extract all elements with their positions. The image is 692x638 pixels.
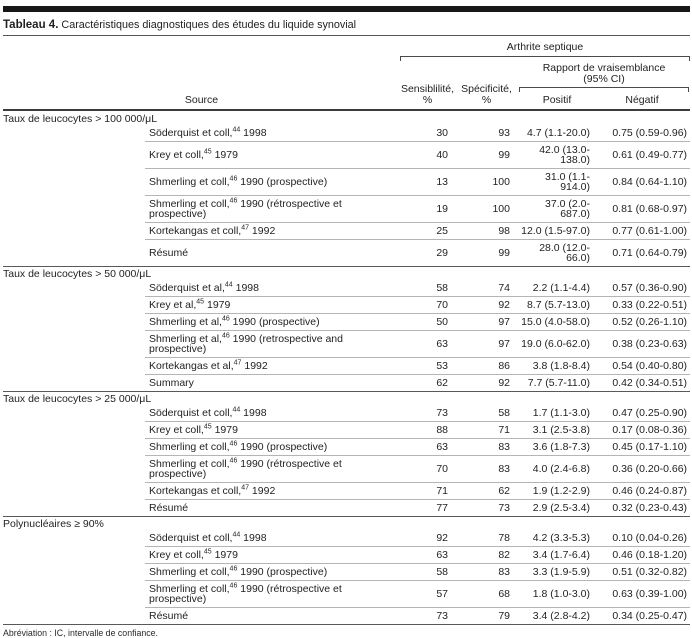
sensitivity-value: 13 — [400, 169, 455, 196]
table-row — [3, 280, 690, 297]
section-label: Taux de leucocytes > 50 000/μL — [3, 267, 690, 281]
section-label: Polynucléaires ≥ 90% — [3, 517, 690, 531]
specificity-value: 92 — [455, 375, 518, 392]
positive-likelihood-ratio-value: 28.0 (12.0-66.0) — [518, 240, 597, 267]
specificity-value: 71 — [455, 422, 518, 439]
negative-likelihood-ratio-value: 0.46 (0.18-1.20) — [597, 547, 690, 564]
sensitivity-value: 53 — [400, 358, 455, 375]
sensitivity-value: 30 — [436, 127, 448, 139]
specificity-value: 68 — [455, 581, 518, 608]
sensitivity-value: 73 — [436, 407, 448, 419]
table-row — [3, 223, 690, 240]
positive-likelihood-ratio-value: 1.7 (1.1-3.0) — [532, 407, 590, 419]
source-text: Shmerling et coll, — [149, 198, 230, 210]
source-text: Shmerling et al, — [149, 316, 222, 328]
row-indent-gutter — [3, 358, 145, 375]
source-year-text: 1998 — [240, 532, 267, 544]
table-header — [3, 36, 690, 110]
positive-likelihood-ratio-value: 12.0 (1.5-97.0) — [518, 223, 597, 240]
negative-likelihood-ratio-value: 0.57 (0.36-0.90) — [612, 282, 688, 294]
row-indent-gutter — [3, 280, 145, 297]
table-row — [3, 500, 690, 517]
section-label: Taux de leucocytes > 100 000/μL — [3, 113, 158, 125]
specificity-value: 78 — [498, 532, 510, 544]
row-indent-gutter — [3, 169, 145, 196]
specificity-header-line2: % — [481, 94, 492, 106]
source-reference-number: 44 — [224, 281, 233, 289]
source-year-text: 1998 — [240, 127, 267, 139]
table-row — [3, 456, 690, 483]
sensitivity-value: 57 — [400, 581, 455, 608]
source-year-text: 1990 (prospective) — [237, 566, 328, 578]
row-source-cell — [145, 125, 400, 142]
source-year-text: 1990 (prospective) — [237, 441, 328, 453]
row-source-cell — [145, 547, 400, 564]
row-source-cell — [145, 422, 400, 439]
positive-likelihood-ratio-value: 2.2 (1.1-4.4) — [532, 282, 590, 294]
sensitivity-value: 58 — [436, 282, 448, 294]
source-text: Söderquist et al, — [149, 282, 225, 294]
positive-likelihood-ratio-value: 7.7 (5.7-11.0) — [518, 375, 597, 392]
row-indent-gutter — [3, 297, 145, 314]
negative-likelihood-ratio-value: 0.84 (0.64-1.10) — [597, 169, 690, 196]
negative-likelihood-ratio-value: 0.45 (0.17-1.10) — [597, 439, 690, 456]
table-row — [3, 422, 690, 439]
negative-likelihood-ratio-value: 0.32 (0.23-0.43) — [597, 500, 690, 517]
specificity-value: 83 — [455, 456, 518, 483]
sensitivity-value: 92 — [436, 532, 448, 544]
negative-likelihood-ratio-value: 0.52 (0.26-1.10) — [597, 314, 690, 331]
negative-likelihood-ratio-value: 0.38 (0.23-0.63) — [597, 331, 690, 358]
column-header-sensitivity — [400, 61, 455, 110]
source-reference-number: 47 — [233, 359, 242, 367]
row-indent-gutter — [3, 439, 145, 456]
negative-likelihood-ratio-value: 0.51 (0.32-0.82) — [597, 564, 690, 581]
column-header-specificity — [455, 61, 518, 110]
positive-likelihood-ratio-value: 3.4 (2.8-4.2) — [518, 608, 597, 625]
positive-likelihood-ratio-value: 2.9 (2.5-3.4) — [518, 500, 597, 517]
row-indent-gutter — [3, 500, 145, 517]
row-source-cell — [145, 196, 400, 223]
row-indent-gutter — [3, 422, 145, 439]
negative-likelihood-ratio-value: 0.75 (0.59-0.96) — [612, 127, 688, 139]
table-row — [3, 483, 690, 500]
source-reference-number: 44 — [232, 406, 241, 414]
specificity-value: 58 — [498, 407, 510, 419]
source-text: Shmerling et coll, — [149, 583, 230, 595]
row-indent-gutter — [3, 456, 145, 483]
row-source-cell — [145, 142, 400, 169]
table-row — [3, 240, 690, 267]
source-reference-number: 47 — [241, 484, 250, 492]
source-text: Krey et coll, — [149, 549, 204, 561]
source-reference-number: 47 — [241, 224, 250, 232]
table-row — [3, 142, 690, 169]
sensitivity-value: 63 — [400, 331, 455, 358]
source-reference-number: 45 — [196, 298, 205, 306]
source-text: Söderquist et coll, — [149, 532, 233, 544]
source-year-text: 1979 — [204, 299, 231, 311]
row-indent-gutter — [3, 240, 145, 267]
source-reference-number: 45 — [203, 148, 212, 156]
negative-likelihood-ratio-value: 0.34 (0.25-0.47) — [597, 608, 690, 625]
sensitivity-value: 25 — [400, 223, 455, 240]
negative-likelihood-ratio-value: 0.10 (0.04-0.26) — [612, 532, 688, 544]
specificity-value: 93 — [498, 127, 510, 139]
section-header-row — [3, 517, 690, 531]
negative-likelihood-ratio-value: 0.17 (0.08-0.36) — [597, 422, 690, 439]
column-header-positive: Positif — [542, 94, 572, 106]
likelihood-header-line2: (95% CI) — [583, 72, 625, 85]
positive-likelihood-ratio-value: 8.7 (5.7-13.0) — [518, 297, 597, 314]
table-row — [3, 608, 690, 625]
table-title-text: Caractéristiques diagnostiques des études du liquide synovial — [61, 19, 357, 31]
positive-likelihood-ratio-value: 4.0 (2.4-6.8) — [518, 456, 597, 483]
source-text: Shmerling et coll, — [149, 458, 230, 470]
diagnostic-table — [3, 36, 690, 625]
specificity-value: 97 — [455, 314, 518, 331]
specificity-value: 97 — [455, 331, 518, 358]
row-source-cell — [145, 358, 400, 375]
positive-negative-headers — [518, 92, 690, 109]
row-source-cell — [145, 297, 400, 314]
row-indent-gutter — [3, 547, 145, 564]
source-text: Söderquist et coll, — [149, 127, 233, 139]
source-text: Shmerling et al, — [149, 333, 222, 345]
negative-likelihood-ratio-value: 0.47 (0.25-0.90) — [612, 407, 688, 419]
row-source-cell — [145, 331, 400, 358]
table-row — [3, 125, 690, 142]
positive-likelihood-ratio-value: 3.3 (1.9-5.9) — [518, 564, 597, 581]
source-text: Résumé — [149, 247, 189, 259]
row-indent-gutter — [3, 331, 145, 358]
negative-likelihood-ratio-value: 0.81 (0.68-0.97) — [597, 196, 690, 223]
table-row — [3, 439, 690, 456]
specificity-value: 100 — [455, 169, 518, 196]
sensitivity-value: 50 — [400, 314, 455, 331]
group-header-label: Arthrite septique — [506, 41, 584, 53]
source-reference-number: 45 — [203, 548, 212, 556]
sensitivity-header-line2: % — [422, 94, 433, 106]
source-year-text: 1979 — [211, 549, 238, 561]
negative-likelihood-ratio-value: 0.46 (0.24-0.87) — [597, 483, 690, 500]
row-indent-gutter — [3, 142, 145, 169]
specificity-value: 99 — [455, 142, 518, 169]
table-row — [3, 564, 690, 581]
row-indent-gutter — [3, 375, 145, 392]
sensitivity-value: 58 — [400, 564, 455, 581]
row-source-cell — [145, 439, 400, 456]
source-reference-number: 46 — [229, 457, 238, 465]
sensitivity-value: 62 — [400, 375, 455, 392]
column-header-source: Source — [3, 61, 400, 110]
source-year-text: 1998 — [232, 282, 259, 294]
positive-likelihood-ratio-value: 1.8 (1.0-3.0) — [518, 581, 597, 608]
negative-likelihood-ratio-value: 0.54 (0.40-0.80) — [597, 358, 690, 375]
table-body — [3, 110, 690, 625]
sensitivity-value: 29 — [400, 240, 455, 267]
row-source-cell — [145, 280, 400, 297]
sensitivity-value: 40 — [400, 142, 455, 169]
source-year-text: 1990 (rétrospective et prospective) — [149, 198, 342, 220]
table-row — [3, 358, 690, 375]
row-source-cell — [145, 581, 400, 608]
row-indent-gutter — [3, 125, 145, 142]
row-source-cell — [145, 314, 400, 331]
specificity-value: 73 — [455, 500, 518, 517]
source-year-text: 1992 — [249, 225, 276, 237]
sensitivity-value: 19 — [400, 196, 455, 223]
section-header-row — [3, 110, 690, 125]
positive-likelihood-ratio-value: 3.8 (1.8-8.4) — [518, 358, 597, 375]
positive-likelihood-ratio-value: 3.4 (1.7-6.4) — [518, 547, 597, 564]
section-header-row — [3, 392, 690, 406]
source-text: Krey et al, — [149, 299, 197, 311]
source-year-text: 1990 (prospective) — [229, 316, 320, 328]
specificity-value: 74 — [498, 282, 510, 294]
negative-likelihood-ratio-value: 0.71 (0.64-0.79) — [597, 240, 690, 267]
source-text: Krey et coll, — [149, 424, 204, 436]
positive-likelihood-ratio-value: 3.1 (2.5-3.8) — [518, 422, 597, 439]
source-reference-number: 46 — [229, 565, 238, 573]
source-year-text: 1990 (retrospective and prospective) — [149, 333, 343, 355]
source-text: Söderquist et coll, — [149, 407, 233, 419]
specificity-value: 62 — [455, 483, 518, 500]
sensitivity-value: 71 — [400, 483, 455, 500]
table-row — [3, 581, 690, 608]
table-row — [3, 314, 690, 331]
row-source-cell — [145, 500, 400, 517]
row-source-cell — [145, 483, 400, 500]
likelihood-header-line1: Rapport de vraisemblance — [542, 62, 666, 74]
row-indent-gutter — [3, 223, 145, 240]
specificity-value: 99 — [455, 240, 518, 267]
row-source-cell — [145, 240, 400, 267]
negative-likelihood-ratio-value: 0.42 (0.34-0.51) — [597, 375, 690, 392]
source-reference-number: 46 — [221, 332, 230, 340]
specificity-value: 79 — [455, 608, 518, 625]
positive-likelihood-ratio-value: 37.0 (2.0-687.0) — [518, 196, 597, 223]
source-text: Résumé — [149, 610, 189, 622]
source-text: Résumé — [149, 502, 189, 514]
source-text: Summary — [149, 377, 194, 389]
positive-likelihood-ratio-value: 31.0 (1.1-914.0) — [518, 169, 597, 196]
source-text: Shmerling et coll, — [149, 566, 230, 578]
row-source-cell — [145, 375, 400, 392]
table-row — [3, 530, 690, 547]
source-reference-number: 44 — [232, 126, 241, 134]
positive-likelihood-ratio-value: 3.6 (1.8-7.3) — [518, 439, 597, 456]
negative-likelihood-ratio-value: 0.33 (0.22-0.51) — [597, 297, 690, 314]
source-text: Kortekangas et coll, — [149, 225, 242, 237]
source-reference-number: 46 — [221, 315, 230, 323]
likelihood-ratio-header-cell — [518, 61, 690, 110]
positive-likelihood-ratio-value: 19.0 (6.0-62.0) — [518, 331, 597, 358]
table-title — [3, 12, 690, 36]
sensitivity-value: 88 — [400, 422, 455, 439]
specificity-value: 98 — [455, 223, 518, 240]
abbreviation-footnote: Abréviation : IC, intervalle de confiance. — [3, 628, 159, 638]
source-year-text: 1990 (rétrospective et prospective) — [149, 583, 342, 605]
row-source-cell — [145, 564, 400, 581]
specificity-value: 92 — [455, 297, 518, 314]
source-reference-number: 46 — [229, 440, 238, 448]
source-text: Kortekangas et al, — [149, 360, 234, 372]
section-header-row — [3, 267, 690, 281]
section-label: Taux de leucocytes > 25 000/μL — [3, 392, 690, 406]
table-number: Tableau 4. — [3, 19, 59, 31]
negative-likelihood-ratio-value: 0.36 (0.20-0.66) — [597, 456, 690, 483]
positive-likelihood-ratio-value: 4.7 (1.1-20.0) — [526, 127, 590, 139]
row-indent-gutter — [3, 581, 145, 608]
positive-likelihood-ratio-value: 4.2 (3.3-5.3) — [532, 532, 590, 544]
source-text: Shmerling et coll, — [149, 176, 230, 188]
group-header-cell — [400, 36, 690, 61]
table-row — [3, 405, 690, 422]
row-indent-gutter — [3, 483, 145, 500]
row-indent-gutter — [3, 564, 145, 581]
specificity-value: 100 — [455, 196, 518, 223]
journal-table-page — [0, 6, 692, 638]
sensitivity-value: 77 — [400, 500, 455, 517]
row-indent-gutter — [3, 314, 145, 331]
row-source-cell — [145, 169, 400, 196]
source-reference-number: 45 — [203, 423, 212, 431]
source-year-text: 1979 — [211, 424, 238, 436]
positive-likelihood-ratio-value: 42.0 (13.0-138.0) — [518, 142, 597, 169]
source-reference-number: 46 — [229, 197, 238, 205]
table-row — [3, 169, 690, 196]
source-text: Shmerling et coll, — [149, 441, 230, 453]
positive-likelihood-ratio-value: 1.9 (1.2-2.9) — [518, 483, 597, 500]
specificity-value: 82 — [455, 547, 518, 564]
negative-likelihood-ratio-value: 0.61 (0.49-0.77) — [597, 142, 690, 169]
negative-likelihood-ratio-value: 0.77 (0.61-1.00) — [597, 223, 690, 240]
sensitivity-value: 63 — [400, 547, 455, 564]
row-indent-gutter — [3, 196, 145, 223]
specificity-value: 83 — [455, 439, 518, 456]
table-row — [3, 375, 690, 392]
row-source-cell — [145, 223, 400, 240]
sensitivity-value: 70 — [400, 456, 455, 483]
row-source-cell — [145, 405, 400, 422]
table-row — [3, 196, 690, 223]
source-text: Krey et coll, — [149, 149, 204, 161]
source-year-text: 1992 — [249, 485, 276, 497]
row-indent-gutter — [3, 608, 145, 625]
specificity-value: 83 — [455, 564, 518, 581]
table-row — [3, 547, 690, 564]
table-row — [3, 297, 690, 314]
source-year-text: 1990 (rétrospective et prospective) — [149, 458, 342, 480]
likelihood-ratio-header — [518, 61, 690, 84]
source-year-text: 1992 — [241, 360, 268, 372]
table-row — [3, 331, 690, 358]
row-indent-gutter — [3, 530, 145, 547]
column-header-negative: Négatif — [625, 94, 659, 106]
negative-likelihood-ratio-value: 0.63 (0.39-1.00) — [597, 581, 690, 608]
row-indent-gutter — [3, 405, 145, 422]
source-year-text: 1979 — [211, 149, 238, 161]
sensitivity-value: 63 — [400, 439, 455, 456]
source-year-text: 1998 — [240, 407, 267, 419]
sensitivity-header-line1: Sensiblilité, — [400, 83, 455, 95]
row-source-cell — [145, 456, 400, 483]
row-source-cell — [145, 530, 400, 547]
source-reference-number: 46 — [229, 175, 238, 183]
source-reference-number: 46 — [229, 582, 238, 590]
source-year-text: 1990 (prospective) — [237, 176, 328, 188]
specificity-header-line1: Spécificité, — [461, 83, 512, 95]
sensitivity-value: 73 — [400, 608, 455, 625]
source-text: Kortekangas et coll, — [149, 485, 242, 497]
row-source-cell — [145, 608, 400, 625]
positive-likelihood-ratio-value: 15.0 (4.0-58.0) — [518, 314, 597, 331]
specificity-value: 86 — [455, 358, 518, 375]
source-reference-number: 44 — [232, 531, 241, 539]
sensitivity-value: 70 — [400, 297, 455, 314]
